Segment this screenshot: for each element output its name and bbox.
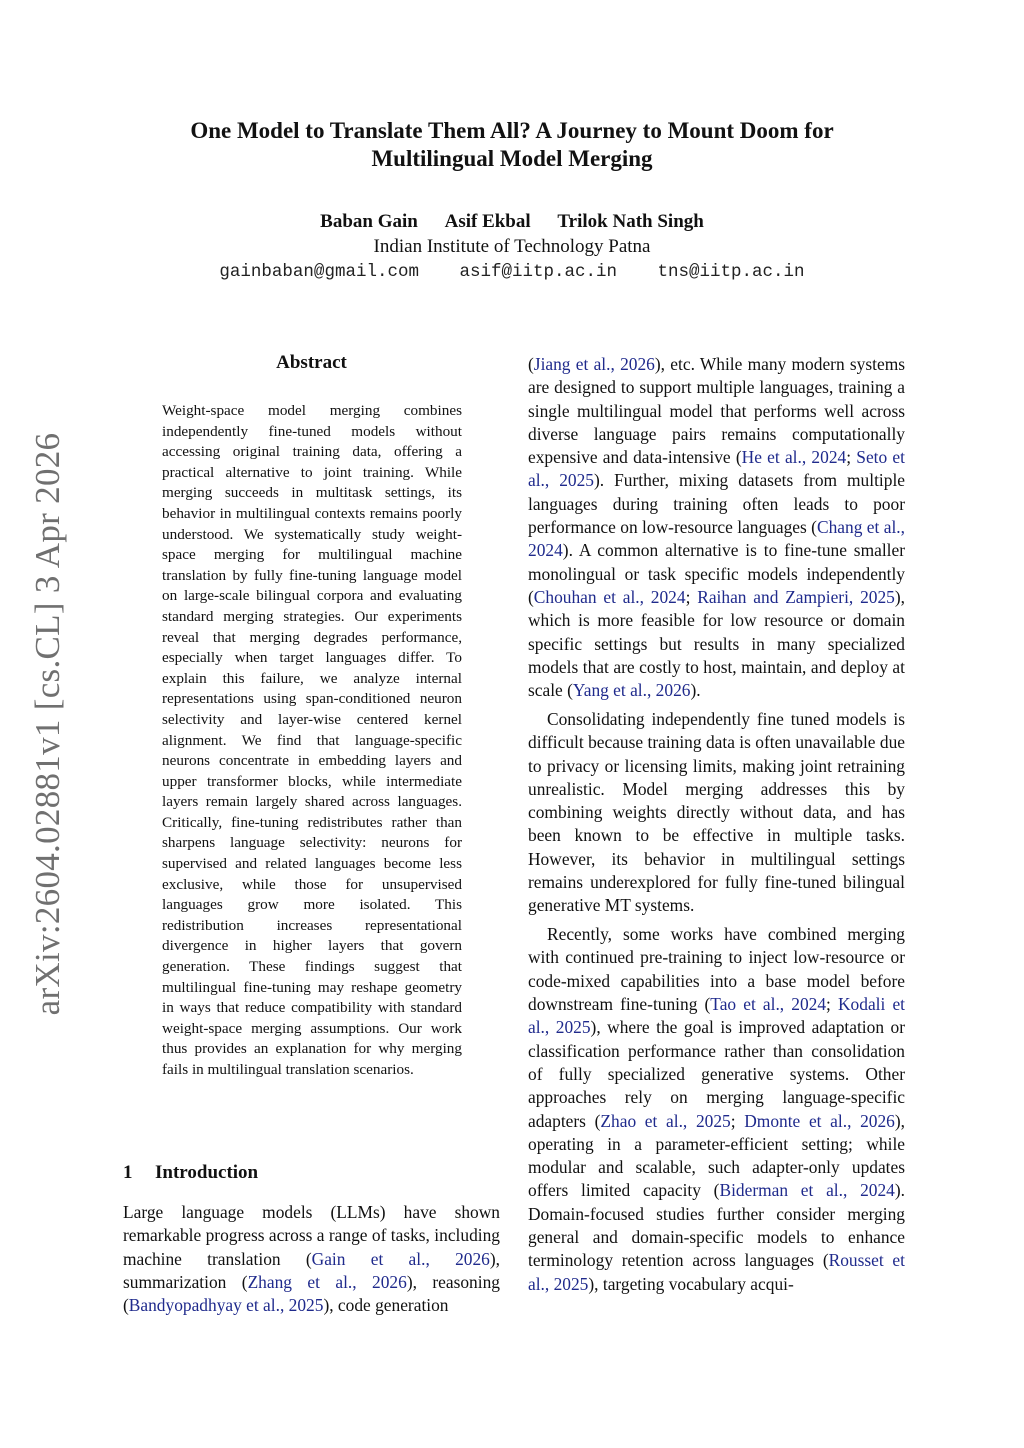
text-run: ), where the goal is improved adaptation or classification performance rather than consolidation of fully specialized generative systems. Other approaches rely on merging language-specific adapters ( — [528, 1017, 905, 1131]
introduction-right-column — [528, 353, 905, 1301]
author-name: Trilok Nath Singh — [557, 211, 704, 232]
arxiv-identifier[interactable]: arXiv:2604.02881v1 [cs.CL] 3 Apr 2026 — [28, 432, 67, 1016]
text-run: ). — [690, 680, 701, 701]
citation-link[interactable]: Yang et al., 2026 — [572, 680, 691, 701]
email-link[interactable]: asif@iitp.ac.in — [459, 262, 618, 282]
section-heading-introduction — [123, 1162, 258, 1184]
author-name: Baban Gain — [320, 211, 418, 232]
citation-link[interactable]: Kodali et al., 2025 — [528, 994, 905, 1038]
text-run: ; — [826, 994, 838, 1015]
citation-link[interactable]: Rousset et al., 2025 — [528, 1250, 905, 1294]
paragraph: (Jiang et al., 2026), etc. While many modern systems are designed to support multiple languages, training a single multilingual model that performs well across diverse language pairs remains computationally expensive and data-intensive (He et al., 2024; Seto et al., 2025). Further, mixing datasets from multiple languages during training often leads to poor performance on low-resource languages (Chang et al., 2024). A common alternative is to fine-tune smaller monolingual or task specific models independently (Chouhan et al., 2024; Raihan and Zampieri, 2025), which is more feasible for low resource or domain specific settings but results in many specialized models that are costly to host, maintain, and deploy at scale (Yang et al., 2026). — [528, 354, 905, 701]
paper-title — [100, 117, 924, 173]
citation-link[interactable]: Chouhan et al., 2024 — [533, 586, 686, 607]
citation-link[interactable]: Biderman et al., 2024 — [719, 1180, 895, 1201]
text-run: ; — [730, 1110, 745, 1131]
text-run: ), operating in a parameter-efficient setting; while modular and scalable, such adapter-only updates offers limited capacity ( — [528, 1110, 906, 1201]
email-link[interactable]: gainbaban@gmail.com — [219, 262, 419, 282]
email-link[interactable]: tns@iitp.ac.in — [657, 262, 805, 282]
citation-link[interactable]: Jiang et al., 2026 — [533, 354, 655, 374]
text-run: ), reasoning ( — [123, 1271, 500, 1316]
text-run: Large language models (LLMs) have shown remarkable progress across a range of tasks, including machine translation ( — [123, 1202, 500, 1269]
citation-link[interactable]: Raihan and Zampieri, 2025 — [697, 586, 895, 607]
abstract-heading: Abstract — [276, 352, 347, 373]
text-run: ; — [846, 447, 857, 468]
text-run: ), code generation — [323, 1295, 449, 1316]
author-emails — [100, 262, 924, 282]
title-line-2: Multilingual Model Merging — [371, 146, 653, 171]
citation-link[interactable]: Chang et al., 2024 — [528, 517, 905, 561]
author-list — [100, 211, 924, 233]
citation-link[interactable]: Dmonte et al., 2026 — [744, 1110, 895, 1131]
text-run: Recently, some works have combined merging with continued pre-training to inject low-resource or code-mixed capabilities into a base model before downstream fine-tuning ( — [528, 924, 905, 1015]
introduction-left-column — [123, 1201, 500, 1317]
text-run: ), which is more feasible for low resource or domain specific settings but results in many specialized models that are costly to host, maintain, and deploy at scale ( — [528, 586, 905, 701]
section-number: 1 — [123, 1162, 133, 1183]
text-run: ). A common alternative is to fine-tune smaller monolingual or task specific models independently ( — [528, 540, 905, 607]
abstract-body: Weight-space model merging combines independently fine-tuned models without accessing original training data, offering a practical alternative to joint training. While merging succeeds in multitask settings, its behavior in multilingual contexts remains poorly understood. We systematically study weight-space merging for multilingual machine translation by fully fine-tuning language model on large-scale bilingual corpora and evaluating standard merging strategies. Our experiments reveal that merging degrades performance, especially when target languages differ. To explain this failure, we analyze internal representations using span-conditioned neuron selectivity and layer-wise centered kernel alignment. We find that language-specific neurons concentrate in embedding layers and upper transformer blocks, while intermediate layers remain largely shared across languages. Critically, fine-tuning redistributes rather than sharpens language selectivity: neurons for supervised and related languages become less exclusive, while those for unsupervised languages grow more isolated. This redistribution increases representational divergence in higher layers that govern generation. These findings suggest that multilingual fine-tuning may reshape geometry in ways that reduce compatibility with standard weight-space merging assumptions. Our work thus provides an explanation for why merging fails in multilingual translation scenarios. — [162, 402, 462, 1078]
citation-link[interactable]: He et al., 2024 — [741, 447, 847, 468]
text-run: ), targeting vocabulary acqui- — [588, 1273, 794, 1294]
author-name: Asif Ekbal — [444, 211, 531, 232]
citation-link[interactable]: Zhao et al., 2025 — [600, 1110, 731, 1131]
section-title: Introduction — [155, 1162, 259, 1183]
citation-link[interactable]: Zhang et al., 2026 — [247, 1271, 407, 1292]
citation-link[interactable]: Gain et al., 2026 — [311, 1248, 490, 1269]
citation-link[interactable]: Bandyopadhyay et al., 2025 — [128, 1295, 324, 1316]
paragraph: Consolidating independently fine tuned models is difficult because training data is often unavailable due to privacy or licensing limits, making joint retraining unrealistic. Model merging addresses this by combining weights directly without data, and has been known to be effective in multiple tasks. However, its behavior in multilingual settings remains underexplored for fully fine-tuned bilingual generative MT systems. — [528, 708, 905, 916]
text-run: ). Further, mixing datasets from multiple languages during training often leads to poor performance on low-resource languages ( — [528, 470, 905, 538]
text-run: ), summarization ( — [123, 1248, 500, 1292]
citation-link[interactable]: Seto et al., 2025 — [528, 447, 905, 491]
title-line-1: One Model to Translate Them All? A Journey to Mount Doom for — [190, 118, 834, 143]
text-run: ). Domain-focused studies further consider merging general and domain-specific models to enhance terminology retention across languages ( — [528, 1180, 905, 1271]
affiliation: Indian Institute of Technology Patna — [373, 236, 651, 257]
citation-link[interactable]: Tao et al., 2024 — [710, 994, 827, 1015]
paragraph — [123, 1201, 500, 1317]
text-run: ; — [685, 586, 698, 607]
paragraph — [528, 923, 905, 1296]
text-run: ), etc. While many modern systems are designed to support multiple languages, training a single multilingual model that performs well across diverse language pairs remains computationally expensive and data-intensive ( — [528, 354, 905, 468]
